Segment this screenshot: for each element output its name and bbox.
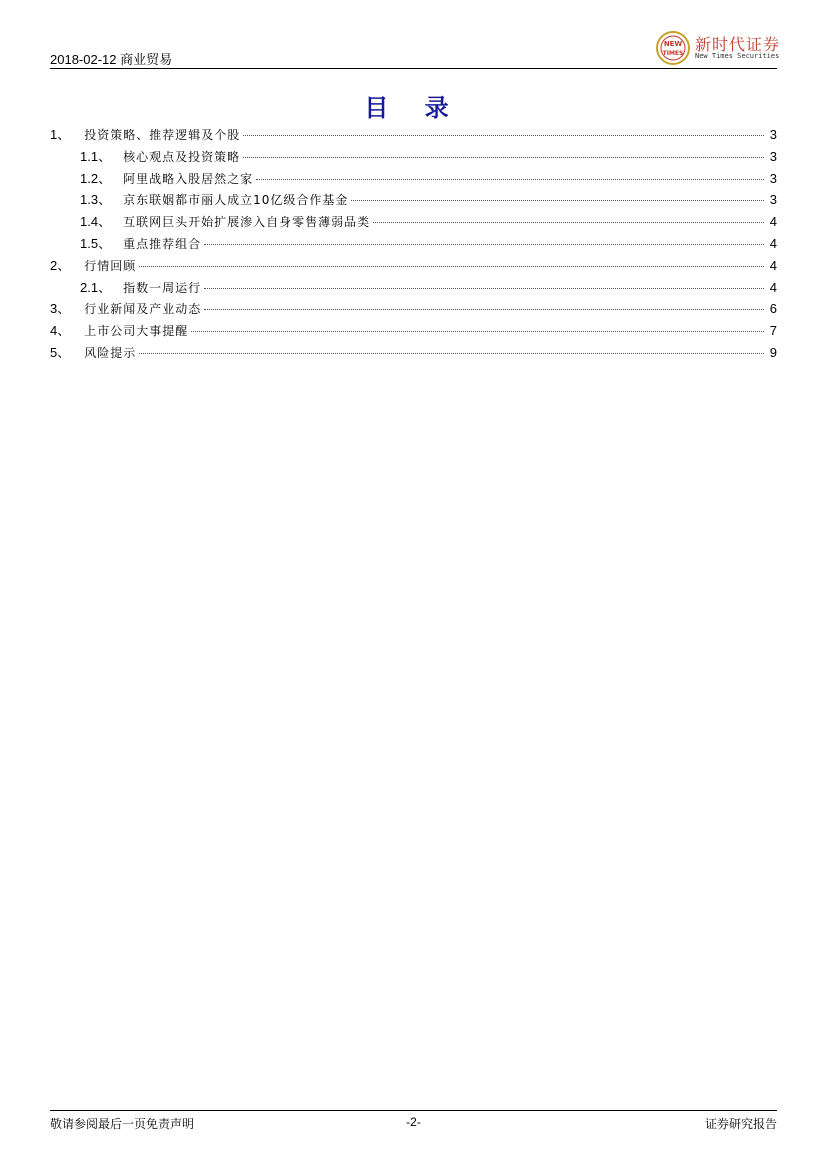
toc-entry-page: 3 bbox=[769, 148, 777, 164]
toc-entry-2[interactable] bbox=[50, 255, 777, 277]
footer-divider bbox=[50, 1110, 777, 1111]
page-header bbox=[50, 28, 781, 69]
toc-entry-title: 互联网巨头开始扩展渗入自身零售薄弱品类 bbox=[123, 215, 371, 230]
toc-entry-5[interactable] bbox=[50, 342, 777, 364]
toc-entry-1-2[interactable] bbox=[50, 168, 777, 190]
toc-entry-page: 3 bbox=[769, 192, 777, 208]
header-date-sector: 2018-02-12 商业贸易 bbox=[50, 52, 173, 67]
toc-entry-page: 4 bbox=[769, 235, 777, 251]
toc-entry-number: 4、 bbox=[50, 323, 71, 339]
logo-chinese-name: 新时代证券 bbox=[695, 35, 781, 54]
disclaimer-note: 敬请参阅最后一页免责声明 bbox=[50, 1117, 195, 1131]
toc-leader-dots bbox=[204, 288, 764, 289]
svg-text:NEW: NEW bbox=[663, 40, 683, 48]
new-times-logo-icon bbox=[655, 30, 691, 66]
toc-leader-dots bbox=[373, 222, 764, 223]
toc-entry-number: 1.1、 bbox=[80, 148, 112, 164]
brand-logo bbox=[655, 30, 781, 66]
table-of-contents bbox=[50, 124, 777, 364]
toc-leader-dots bbox=[256, 179, 764, 180]
toc-leader-dots bbox=[204, 309, 764, 310]
toc-entry-1-4[interactable] bbox=[50, 211, 777, 233]
toc-entry-1-3[interactable] bbox=[50, 189, 777, 211]
toc-entry-3[interactable] bbox=[50, 298, 777, 320]
toc-leader-dots bbox=[351, 200, 764, 201]
toc-entry-title: 指数一周运行 bbox=[123, 280, 202, 295]
toc-entry-title: 行业新闻及产业动态 bbox=[84, 302, 202, 317]
toc-entry-title: 上市公司大事提醒 bbox=[84, 324, 189, 339]
toc-leader-dots bbox=[191, 331, 764, 332]
toc-leader-dots bbox=[204, 244, 764, 245]
toc-entry-page: 3 bbox=[769, 170, 777, 186]
toc-entry-title: 风险提示 bbox=[84, 345, 137, 360]
toc-entry-page: 4 bbox=[769, 214, 777, 230]
toc-entry-number: 2、 bbox=[50, 257, 71, 273]
toc-entry-page: 7 bbox=[769, 323, 777, 339]
toc-entry-number: 1.3、 bbox=[80, 192, 112, 208]
toc-entry-number: 1.5、 bbox=[80, 235, 112, 251]
svg-text:TIMES: TIMES bbox=[662, 50, 684, 57]
toc-entry-number: 3、 bbox=[50, 301, 71, 317]
toc-entry-title: 核心观点及投资策略 bbox=[123, 149, 241, 164]
toc-entry-title: 重点推荐组合 bbox=[123, 236, 202, 251]
toc-entry-number: 2.1、 bbox=[80, 279, 112, 295]
toc-leader-dots bbox=[139, 266, 764, 267]
toc-entry-number: 1.4、 bbox=[80, 214, 112, 230]
toc-entry-1-5[interactable] bbox=[50, 233, 777, 255]
toc-leader-dots bbox=[243, 157, 764, 158]
toc-entry-title: 京东联姻都市丽人成立10亿级合作基金 bbox=[123, 193, 349, 208]
logo-english-name: New Times Securities bbox=[695, 52, 780, 60]
toc-entry-number: 5、 bbox=[50, 344, 71, 360]
toc-entry-page: 3 bbox=[769, 127, 777, 142]
toc-entry-title: 阿里战略入股居然之家 bbox=[123, 171, 254, 186]
header-divider bbox=[50, 68, 777, 69]
toc-entry-page: 4 bbox=[769, 257, 777, 273]
toc-entry-title: 行情回顾 bbox=[84, 258, 137, 273]
toc-entry-1-1[interactable] bbox=[50, 146, 777, 168]
toc-entry-2-1[interactable] bbox=[50, 277, 777, 299]
toc-entry-number: 1.2、 bbox=[80, 170, 112, 186]
toc-entry-title: 投资策略、推荐逻辑及个股 bbox=[84, 128, 241, 142]
page-number: -2- bbox=[406, 1115, 421, 1129]
toc-title: 目 录 bbox=[364, 94, 463, 122]
toc-entry-number: 1、 bbox=[50, 127, 71, 142]
toc-leader-dots bbox=[243, 135, 764, 136]
toc-entry-page: 6 bbox=[769, 301, 777, 317]
toc-entry-4[interactable] bbox=[50, 320, 777, 342]
report-type: 证券研究报告 bbox=[704, 1117, 777, 1131]
toc-entry-page: 4 bbox=[769, 279, 777, 295]
toc-entry-page: 9 bbox=[769, 344, 777, 360]
toc-entry-1[interactable] bbox=[50, 124, 777, 146]
toc-leader-dots bbox=[139, 353, 764, 354]
